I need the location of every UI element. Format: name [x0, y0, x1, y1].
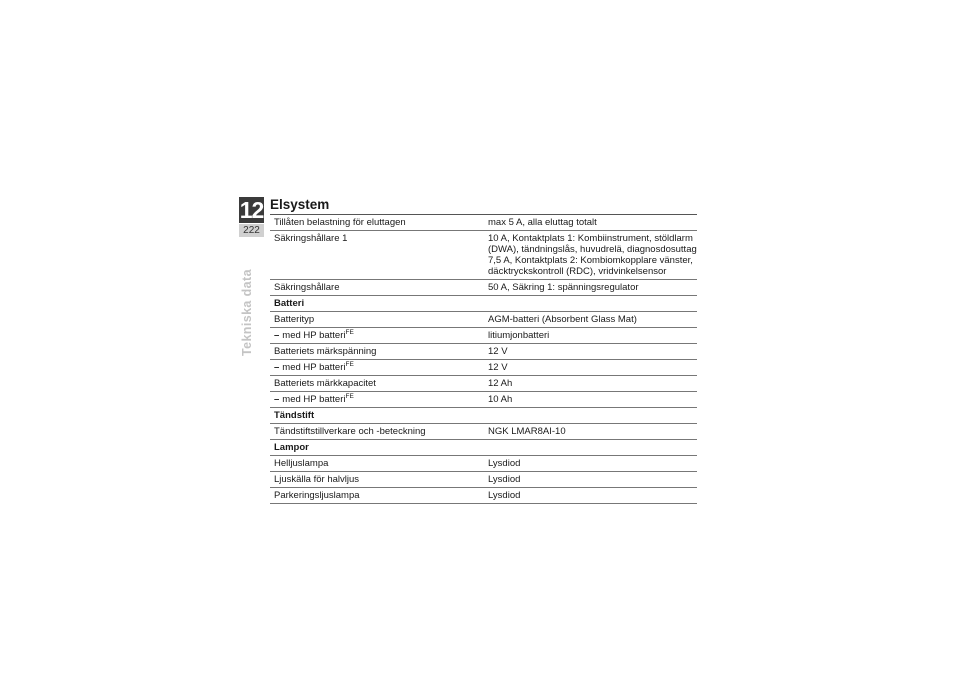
table-row: Tändstiftstillverkare och -beteckning NGK LMAR8AI-10	[270, 424, 697, 440]
chapter-tab	[239, 197, 264, 237]
chapter-title: Tekniska data	[240, 269, 254, 356]
table-row: Batteriets märkkapacitet 12 Ah	[270, 376, 697, 392]
group-heading-tandstift: Tändstift	[270, 408, 697, 424]
table-row: Helljuslampa Lysdiod	[270, 456, 697, 472]
table-row: – med HP batteri$^{FE}$ 10 Ah	[270, 392, 697, 408]
dash-marker: –	[274, 394, 280, 405]
table-row	[270, 215, 697, 231]
dash-marker: –	[274, 362, 280, 373]
table-row: – med HP batteri$^{FE}$ litiumjonbatteri	[270, 328, 697, 344]
table-row: Parkeringsljuslampa Lysdiod	[270, 488, 697, 504]
table-row: Batteriets märkspänning 12 V	[270, 344, 697, 360]
spec-table	[270, 214, 697, 504]
section-title: Elsystem	[270, 197, 330, 212]
table-row: Batterityp AGM-batteri (Absorbent Glass Mat)	[270, 312, 697, 328]
dash-marker: –	[274, 330, 280, 341]
table-row: – med HP batteri$^{FE}$ 12 V	[270, 360, 697, 376]
table-row	[270, 231, 697, 280]
table-row	[270, 280, 697, 296]
group-heading-lampor: Lampor	[270, 440, 697, 456]
row-label: Tillåten belastning för eluttagen	[274, 217, 406, 228]
group-heading-batteri: Batteri	[270, 296, 697, 312]
chapter-number: 12	[239, 197, 264, 223]
row-value: 10 A, Kontaktplats 1: Kombiinstrument, stöldlarm (DWA), tändningslås, huvudrelä, diagnosdosuttag 7,5 A, Kontaktplats 2: Kombiomkopplare vänster, däcktryckskontroll (RDC), vridvinkelsensor	[488, 233, 697, 277]
table-row: Ljuskälla för halvljus Lysdiod	[270, 472, 697, 488]
row-label: Säkringshållare 1	[274, 233, 348, 244]
row-value: 50 A, Säkring 1: spänningsregulator	[488, 282, 639, 293]
row-value: max 5 A, alla eluttag totalt	[488, 217, 597, 228]
row-label: Säkringshållare	[274, 282, 340, 293]
page-number: 222	[239, 224, 264, 237]
